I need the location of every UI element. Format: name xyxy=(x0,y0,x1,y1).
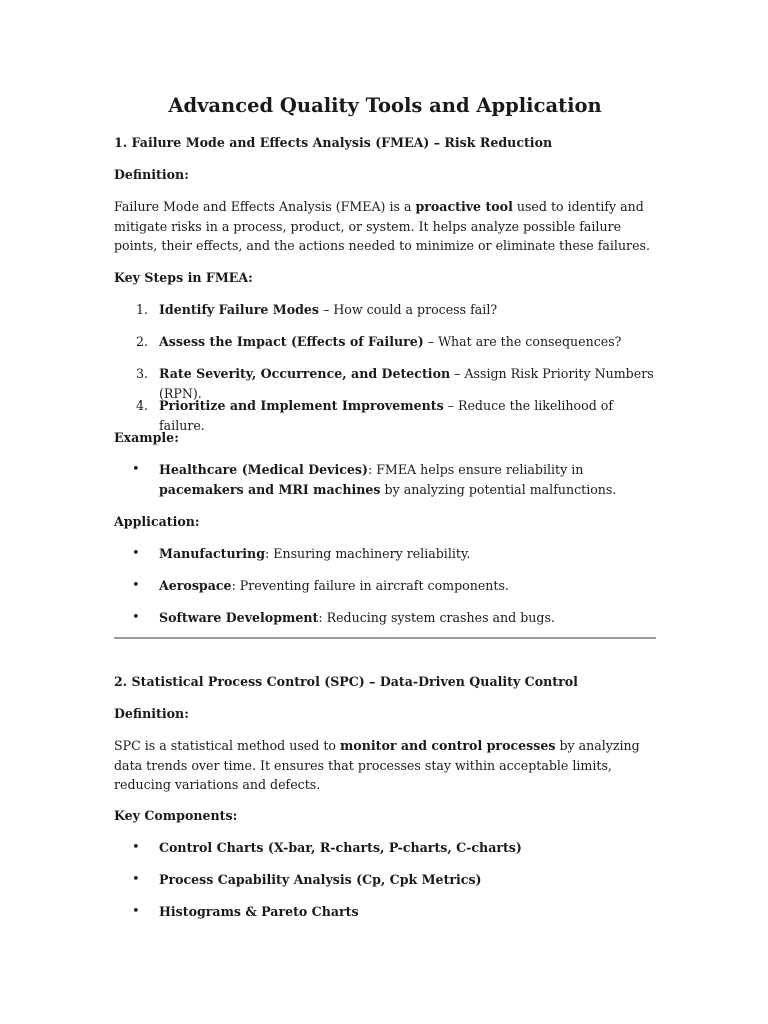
example-bold: pacemakers and MRI machines xyxy=(159,481,381,497)
list-number: 3. xyxy=(136,366,149,381)
fmea-steps-label: Key Steps in FMEA: xyxy=(114,270,253,285)
bullet: • xyxy=(132,872,140,887)
list-number: 1. xyxy=(136,302,149,317)
bullet: • xyxy=(132,610,140,625)
list-number: 2. xyxy=(136,334,149,349)
spc-definition-post: by analyzing data trends over time. It ensures that processes stay within acceptable limits, reducing variations and defects. xyxy=(114,738,640,792)
application-bold: Manufacturing xyxy=(159,546,266,561)
step-text: – What are the consequences? xyxy=(423,334,622,349)
fmea-definition-pre: Failure Mode and Effects Analysis (FMEA) is a xyxy=(114,199,416,214)
component-text: Control Charts (X-bar, R-charts, P-charts, C-charts) xyxy=(159,840,522,855)
component-text: Process Capability Analysis (Cp, Cpk Metrics) xyxy=(159,872,482,887)
spc-definition-label: Definition: xyxy=(114,706,189,721)
bullet: • xyxy=(132,904,140,919)
bullet: • xyxy=(132,578,140,593)
spc-heading: 2. Statistical Process Control (SPC) – Data-Driven Quality Control xyxy=(114,674,578,689)
fmea-example-label: Example: xyxy=(114,430,179,445)
application-text: : Ensuring machinery reliability. xyxy=(265,546,471,561)
spc-definition-bold: monitor and control processes xyxy=(339,738,556,753)
application-text: : Preventing failure in aircraft components. xyxy=(231,578,509,593)
fmea-definition-text xyxy=(114,197,656,256)
fmea-definition-post: used to identify and mitigate risks in a process, product, or system. It helps analyze possible failure points, their effects, and the actions needed to minimize or eliminate these failures. xyxy=(114,199,650,253)
application-bold: Aerospace xyxy=(159,578,232,593)
spc-definition-pre: SPC is a statistical method used to xyxy=(114,738,340,753)
bullet: • xyxy=(132,840,140,855)
step-bold: Assess the Impact (Effects of Failure) xyxy=(159,334,424,349)
fmea-definition-bold: proactive tool xyxy=(415,199,513,214)
step-text: – Assign Risk Priority Numbers (RPN). xyxy=(159,366,654,401)
example-text: : FMEA helps ensure reliability in xyxy=(367,462,584,477)
step-bold: Prioritize and Implement Improvements xyxy=(159,398,444,413)
fmea-application-label: Application: xyxy=(114,514,200,529)
document-title: Advanced Quality Tools and Application xyxy=(168,94,602,117)
step-text: – Reduce the likelihood of failure. xyxy=(159,398,613,433)
fmea-heading: 1. Failure Mode and Effects Analysis (FMEA) – Risk Reduction xyxy=(114,135,553,150)
step-bold: Rate Severity, Occurrence, and Detection xyxy=(159,366,451,381)
component-text: Histograms & Pareto Charts xyxy=(159,904,359,919)
step-text: – How could a process fail? xyxy=(319,302,498,317)
application-bold: Software Development xyxy=(159,610,319,625)
fmea-definition-label: Definition: xyxy=(114,167,189,182)
spc-definition-text xyxy=(114,736,656,795)
example-text: by analyzing potential malfunctions. xyxy=(380,481,617,497)
example-bold: Healthcare (Medical Devices) xyxy=(159,462,368,477)
application-text: : Reducing system crashes and bugs. xyxy=(318,610,555,625)
bullet: • xyxy=(132,546,140,561)
section-divider xyxy=(114,637,656,639)
list-number: 4. xyxy=(136,398,149,413)
spc-components-label: Key Components: xyxy=(114,808,238,823)
bullet: • xyxy=(132,462,140,477)
step-bold: Identify Failure Modes xyxy=(159,302,320,317)
